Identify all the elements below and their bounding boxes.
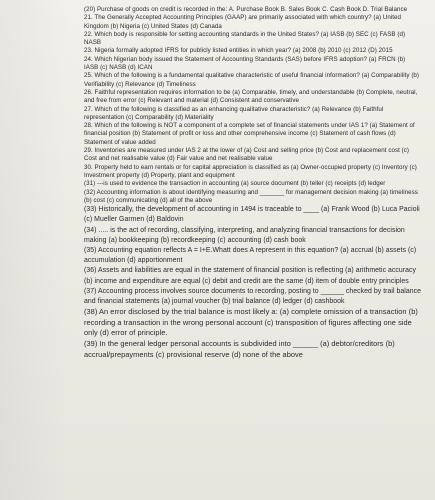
question-33: (33) Historically, the development of accounting in 1494 is traceable to ____ (a) Frank Wood (b) Luca Pacioli (c) Mueller Garmen (d) Baldovin (84, 206, 420, 224)
question-35: (35) Accounting equation reflects A = I+E.Whatt does A represent in this equation? (a) accrual (b) assets (c) accumulation (d) apportionment (84, 246, 417, 265)
question-38: (38) An error disclosed by the trial balance is most likely a: (a) complete omission of a transaction (b) recording a transaction in the wrong personal account (c) transposition of figures affecting one side only (d) error of principle. (84, 307, 418, 338)
question-28: 28. Which of the following is NOT a component of a complete set of financial statements under IAS 1? (a) Statement of financial position (b) Statement of profit or loss and other comprehensive income (c) Statement of cash flows (d) Statement of value added (84, 122, 415, 146)
question-30: 30. Property held to earn rentals or for capital appreciation is classified as (a) Owner-occupied property (c) Inventory (c) Investment property (d) Property, plant and equipment (84, 163, 417, 179)
question-34: (34) ..... is the act of recording, classifying, interpreting, and analyzing financial transactions for decision making (a) bookkeeping (b) recordkeeping (c) accounting (d) cash book (84, 226, 405, 244)
question-32: (32) Accounting information is about identifying measuring and _______ for management decision making (a) timeliness (b) cost (c) communicating (d) all of the above (84, 188, 418, 204)
question-29: 29. Inventories are measured under IAS 2 at the lower of (a) Cost and selling price (b) Cost and replacement cost (c) Cost and net realisable value (d) Fair value and net realisable value (84, 147, 410, 163)
question-36: (36) Assets and liabilities are equal in the statement of financial position is reflecting (a) arithmetic accuracy (b) income and expenditure are equal (c) debit and credit are the same (d) item of double entry principles (84, 267, 417, 285)
question-20: (20) Purchase of goods on credit is recorded in the: A. Purchase Book B. Sales Book C. Cash Book D. Trial Balance (84, 6, 408, 13)
question-list (84, 6, 421, 360)
page-edge-shadow (0, 0, 70, 500)
question-31: (31) ---is used to evidence the transaction in accounting (a) source document (b) teller (c) receipts (d) ledger (84, 180, 386, 188)
question-23: 23. Nigeria formally adopted IFRS for publicly listed entities in which year? (a) 2008 (b) 2010 (c) 2012 (D) 2015 (84, 47, 393, 55)
question-26: 26. Faithful representation requires information to be (a) Comparable, timely, and understandable (b) Complete, neutral, and free from error (c) Relevant and material (d) Consistent and conservative (84, 88, 418, 105)
question-39: (39) In the general ledger personal accounts is subdivided into ______ (a) debtor/creditors (b) accrual/prepayments (c) provisional reserve (d) none of the above (84, 338, 395, 359)
question-25: 25. Which of the following is a fundamental qualitative characteristic of useful financial information? (a) Comparability (b) Verifiability (c) Relevance (d) Timeliness (84, 72, 420, 88)
question-24: 24. Which Nigerian body issued the Statement of Accounting Standards (SAS) before IFRS adoption? (a) FRCN (b) IASB (c) NASB (d) ICAN (84, 55, 406, 72)
question-22: 22. Which body is responsible for setting accounting standards in the United States? (a) IASB (b) SEC (c) FASB (d) NASB (84, 30, 406, 47)
question-37: (37) Accounting process involves source documents to recording, posting to ______ checked by trail balance and financial statements (a) journal voucher (b) trial balance (d) ledger (d) cashbook (84, 287, 422, 305)
question-27: 27. Which of the following is classified as an enhancing qualitative characteristic? (a) Relevance (b) Faithful representation (c) Comparability (d) Materiality (84, 105, 384, 121)
question-21: 21. The Generally Accepted Accounting Principles (GAAP) are primarily associated with which country? (a) United Kingdom (b) Nigeria (c) United States (d) Canada (84, 14, 402, 30)
